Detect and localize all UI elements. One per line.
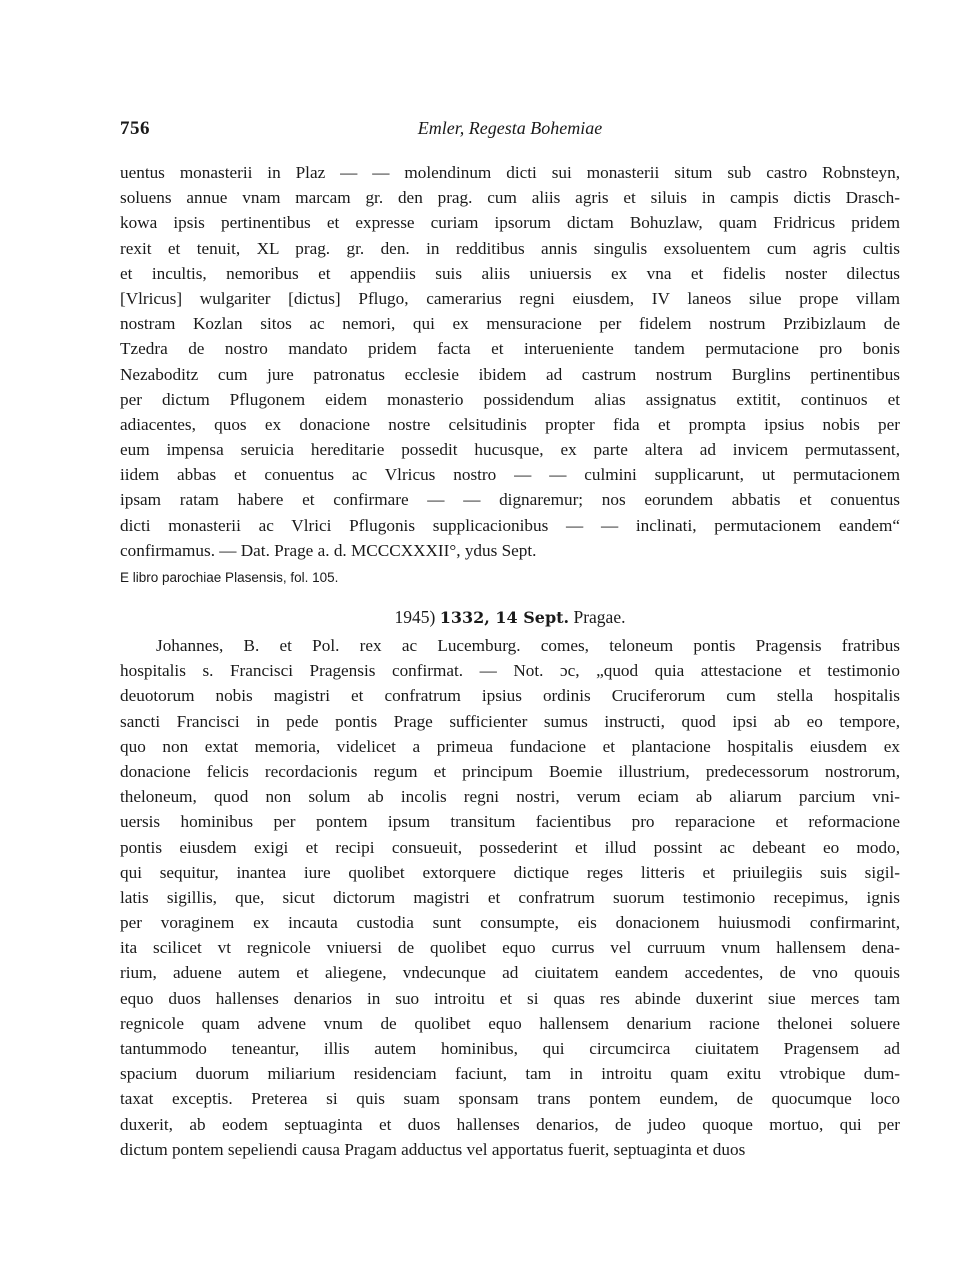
entry-number: 1945) — [394, 607, 436, 627]
text-line: hospitalis s. Francisci Pragensis confirmat. — Not. ɔc, „quod quia attestacione et testimonio — [120, 661, 900, 681]
text-line: taxat exceptis. Preterea si quis suam sponsam trans pontem eundem, de quocumque loco — [120, 1089, 900, 1109]
text-line: rexit et tenuit, XL prag. gr. den. in redditibus annis singulis exsoluentem cum agris cultis — [120, 238, 900, 258]
page-number: 756 — [120, 118, 150, 139]
text-line: deuotorum nobis magistri et confratrum ipsius ordinis Cruciferorum cum stella hospitalis — [120, 686, 900, 706]
text-line: et incultis, nemoribus et appendiis suis aliis uniuersis ex vna et fidelis noster dilectus — [120, 263, 900, 283]
text-line: uentus monasterii in Plaz — — molendinum dicti sui monasterii situm sub castro Robnsteyn, — [120, 163, 900, 182]
text-line: sancti Francisci in pede pontis Prage sufficienter sumus instructi, quod ipsi ab eo tempore, — [120, 711, 900, 731]
text-line: per dictum Pflugonem eidem monasterio possidendum alias assignatus extitit, continuos et — [120, 389, 900, 409]
text-line: rium, aduene autem et aliegene, vndecunque ad ciuitatem eandem accedentes, de vno quouis — [120, 963, 900, 983]
text-line: adiacentes, quos ex donacione nostre celsitudinis propter fida et prompta ipsius nobis per — [120, 414, 900, 434]
text-line: latis sigillis, que, sicut dictorum magistri et confratrum suorum testimonio recepimus, ignis — [120, 887, 900, 907]
text-line: Johannes, B. et Pol. rex ac Lucemburg. comes, teloneum pontis Pragensis fratribus — [156, 636, 900, 655]
text-line: Nezaboditz cum jure patronatus ecclesie ibidem ad castrum nostrum Burglins pertinentibus — [120, 364, 900, 384]
text-line: ipsam ratam habere et confirmare — — dignaremur; nos eorundem abbatis et conuentus — [120, 490, 900, 510]
text-line: kowa ipsis pertinentibus et expresse curiam ipsorum dictam Bohuzlaw, quam Fridricus pridem — [120, 213, 900, 233]
text-line: nostram Kozlan sitos ac nemori, qui ex mensuracione per fidelem nostrum Przibizlaum de — [120, 314, 900, 334]
paragraph-charter-1945 — [120, 633, 900, 1162]
text-line: eum impensa seruicia hereditarie possedit hucusque, ex parte altera ad invicem permutassent, — [120, 440, 900, 460]
text-line: per voraginem ex incauta custodia sunt consumpte, eis donacionem huiusmodi confirmarint, — [120, 913, 900, 933]
running-title: Emler, Regesta Bohemiae — [417, 118, 603, 138]
entry-heading — [120, 605, 900, 633]
text-line: quo non extat memoria, videlicet a primeua fundacione et plantacione hospitalis eiusdem ex — [120, 736, 900, 756]
text-line: regnicole quam advene vnum de quolibet equo hallensem denarium racione thelonei soluere — [120, 1013, 900, 1033]
source-note: E libro parochiae Plasensis, fol. 105. — [120, 570, 339, 585]
text-line: Tzedra de nostro mandato pridem facta et interueniente tandem permutacione pro bonis — [120, 339, 900, 359]
text-line: uersis hominibus per pontem ipsum transitum facientibus pro reparacione et reformacione — [120, 812, 900, 832]
text-line: [Vlricus] wulgariter [dictus] Pflugo, camerarius regni eiusdem, IV laneos silue prope villam — [120, 288, 900, 308]
text-line: dicti monasterii ac Vlrici Pflugonis supplicacionibus — — inclinati, permutacionem eandem“ — [120, 515, 900, 535]
text-line: soluens annue vnam marcam gr. den prag. cum aliis agris et siluis in campis dictis Drasch- — [120, 188, 900, 208]
text-line: iidem abbas et conuentus ac Vlricus nostro — — culmini supplicarunt, ut permutacionem — [120, 465, 900, 485]
page-header — [120, 118, 900, 144]
text-line: tantummodo teneantur, illis autem hominibus, qui circumcirca ciuitatem Pragensem ad — [120, 1039, 900, 1058]
text-line: pontis eiusdem exigi et recipi consueuit, possederint et illud possint ac debeant eo modo, — [120, 837, 900, 857]
text-line: qui sequitur, inantea iure quolibet extorquere dictique reges litteris et priuilegiis suis sigil- — [120, 862, 900, 882]
page-body — [120, 160, 900, 1162]
text-line: ita scilicet vt regnicole vniuersi de quolibet equo currus vel curruum vnum hallensem dena- — [120, 938, 900, 958]
text-line: theloneum, quod non solum ab incolis regni nostri, verum eciam ab aliarum parcium vni- — [120, 787, 900, 807]
paragraph-charter-1944 — [120, 160, 900, 563]
entry-date: 1332, 14 Sept. — [439, 608, 570, 627]
text-line: duxerit, ab eodem septuaginta et duos hallenses denarios, de judeo quoque mortuo, qui per — [120, 1114, 900, 1134]
text-line: spacium duorum miliarium residenciam faciunt, tam in introitu quam exitu vtrobique dum- — [120, 1064, 900, 1084]
text-line: equo duos hallenses denarios in suo introitu et si quas res abinde duxerint siue merces tam — [120, 988, 900, 1008]
entry-place: Pragae. — [573, 607, 626, 627]
text-line: confirmamus. — Dat. Prage a. d. MCCCXXXII°, ydus Sept. — [120, 540, 537, 560]
text-line: donacione felicis recordacionis regum et principum Boemie illustrium, predecessorum nostrorum, — [120, 761, 900, 781]
text-line: dictum pontem sepeliendi causa Pragam adductus vel apportatus fuerit, septuaginta et duos — [120, 1139, 746, 1159]
